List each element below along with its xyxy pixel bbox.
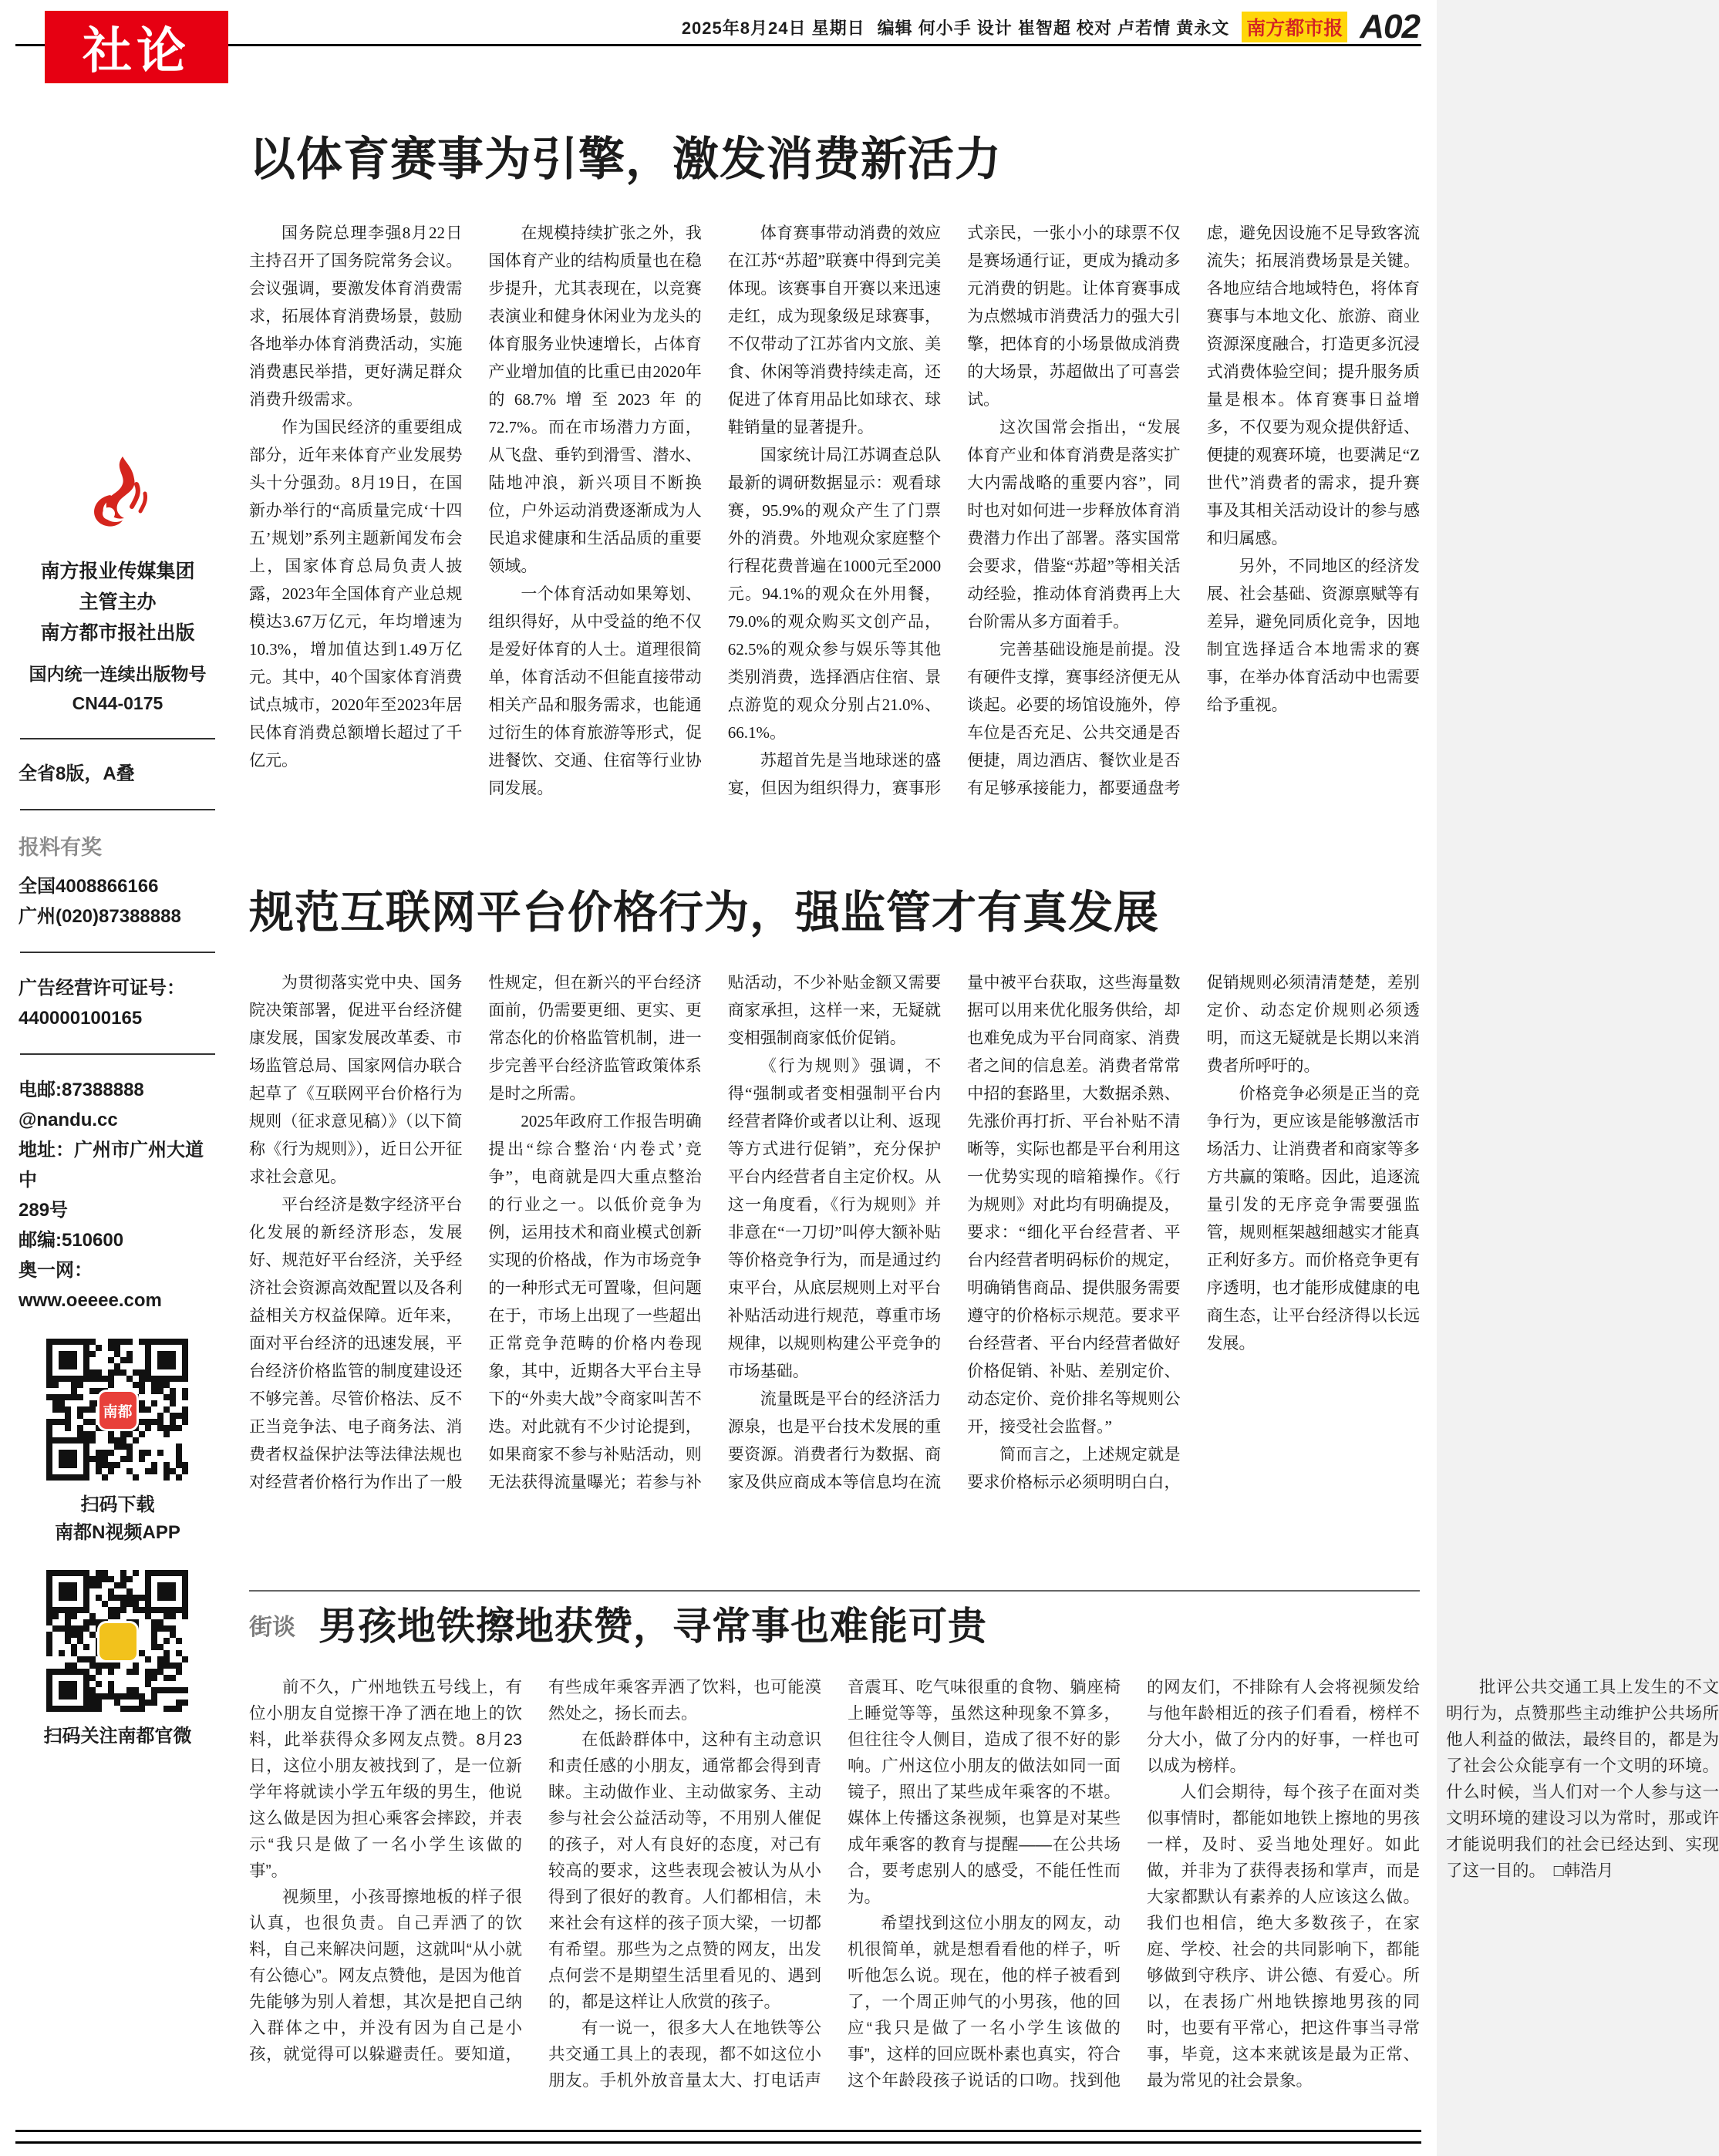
qr-weixin-block: [19, 1570, 217, 1750]
tipoff-title: 报料有奖: [19, 836, 102, 859]
article1-body: [249, 219, 1420, 853]
article2-paragraph: 流量既是平台的经济活力源泉，也是平台技术发展的重要资源。消费者行为数据、商家及供应商成本等信息均在流量中被平台获取，这些海量数据可以用来优化服务供给，却也难免成为平台同商家、消费者之间的信息差。消费者常常中招的套路里，大数据杀熟、先涨价再打折、平台补贴不清晰等，实际也都是平台利用这一优势实现的暗箱操作。《行为规则》对此均有明确提及，要求：“细化平台经营者、平台内经营者明码标价的规定，明确销售商品、提供服务需要遵守的价格标示规范。要求平台经营者、平台内经营者做好价格促销、补贴、差别定价、动态定价、竞价排名等规则公开，接受社会监督。”: [727, 972, 1181, 1491]
publisher-lines: [19, 556, 217, 648]
edition-date: 2025年8月24日 星期日: [681, 18, 865, 38]
qr-caption-line: 南都N视频APP: [55, 1522, 180, 1543]
nandu-app-logo: 南都: [97, 1390, 139, 1431]
article3-paragraph: 希望找到这位小朋友的网友，动机很简单，就是想看看他的样子，听听他怎么说。现在，他的样子被看到了，一个周正帅气的小男孩，他的回应“我只是做了一名小学生该做的事”，这样的回应既朴素也真实，符合这个年龄段孩子说话的口吻。找到他的网友们，不排除有人会将视频发给与他年龄相近的孩子们看看，榜样不分大小，做了分内的好事，一样也可以成为榜样。: [848, 1677, 1420, 2090]
article2-paragraph: 《行为规则》强调，不得“强制或者变相强制平台内经营者降价或者以让利、返现等方式进行促销”，充分保护平台内经营者自主定价权。从这一角度看，《行为规则》并非意在“一刀切”叫停大额补贴等价格竞争行为，而是通过约束平台，从底层规则上对平台补贴活动进行规范，尊重市场规律，以规则构建公平竞争的市场基础。: [727, 1056, 942, 1380]
issn-line: 国内统一连续出版物号: [29, 664, 207, 684]
sidebar-divider: [20, 809, 215, 810]
article2-paragraph: 平台经济是数字经济平台化发展的新经济形态，发展好、规范好平台经济，关乎经济社会资源高效配置以及各利益相关方权益保障。近年来，面对平台经济的迅速发展，平台经济价格监管的制度建设还不够完善。尽管价格法、反不正当竞争法、电子商务法、消费者权益保护法等法律法规也对经营者价格行为作出了一般性规定，但在新兴的平台经济面前，仍需要更细、更实、更常态化的价格监管机制，进一步完善平台经济监管政策体系是时之所需。: [249, 972, 702, 1491]
article2-paragraph: 2025年政府工作报告明确提出“综合整治‘内卷式’竞争”，电商就是四大重点整治的行业之一。以低价竞争为例，运用技术和商业模式创新实现的价格战，作为市场竞争的一种形式无可置喙，但问题在于，市场上出现了一些超出正常竞争范畴的价格内卷现象，其中，近期各大平台主导下的“外卖大战”令商家叫苦不迭。对此就有不少讨论提到，如果商家不参与补贴活动，则无法获得流量曝光；若参与补贴活动，不少补贴金额又需要商家承担，这样一来，无疑就变相强制商家低价促销。: [488, 972, 942, 1491]
contact-line: 289号: [19, 1200, 69, 1221]
masthead-logo: 南方都市报: [1242, 12, 1347, 42]
article1-paragraph: 一个体育活动如果筹划、组织得好，从中受益的绝不仅是爱好体育的人士。道理很简单，体育活动不但能直接带动相关产品和服务需求，也能通过衍生的体育旅游等形式，促进餐饮、交通、住宿等行业协同发展。: [488, 584, 702, 797]
main-articles: [228, 94, 1719, 2106]
column-label: 街谈: [249, 1614, 295, 1640]
article1-paragraph: 完善基础设施是前提。没有硬件支撑，赛事经济便无从谈起。必要的场馆设施外，停车位是否充足、公共交通是否便捷，周边酒店、餐饮业是否有足够承接能力，都要通盘考虑，避免因设施不足导致客流流失；拓展消费场景是关键。各地应结合地域特色，将体育赛事与本地文化、旅游、商业资源深度融合，打造更多沉浸式消费体验空间；提升服务质量是根本。体育赛事日益增多，不仅要为观众提供舒适、便捷的观赛环境，也要满足“Z世代”消费者的需求，提升赛事及其相关活动设计的参与感和归属感。: [967, 224, 1420, 797]
article1-paragraph: 国家统计局江苏调查总队最新的调研数据显示：观看球赛，95.9%的观众产生了门票外的消费。外地观众家庭整个行程花费普遍在1000元至2000元。94.1%的观众在外用餐，79.0%的观众购买文创产品，62.5%的观众参与娱乐等其他类别消费，选择酒店住宿、景点游览的观众分别占21.0%、66.1%。: [727, 446, 942, 742]
article3-paragraph: 在低龄群体中，这种有主动意识和责任感的小朋友，通常都会得到青睐。主动做作业、主动做家务、主动参与社会公益活动等，不用别人催促的孩子，对人有良好的态度，对己有较高的要求，这些表现会被认为从小得到了很好的教育。人们都相信，未来社会有这样的孩子顶大梁，一切都有希望。那些为之点赞的网友，出发点何尝不是期望生活里看见的、遇到的，都是这样让人欣赏的孩子。: [548, 1730, 821, 2011]
ad-license: [19, 973, 217, 1033]
ad-license-line: 440000100165: [19, 1008, 143, 1029]
article1-paragraph: 作为国民经济的重要组成部分，近年来体育产业发展势头十分强劲。8月19日，在国新办举行的“高质量完成‘十四五’规划”系列主题新闻发布会上，国家体育总局负责人披露，2023年全国体育产业总规模达3.67万亿元，年均增速为10.3%，增加值达到1.49万亿元。其中，40个国家体育消费试点城市，2020年至2023年居民体育消费总额增长超过了千亿元。: [249, 418, 463, 770]
article-platform-pricing: [249, 888, 1420, 1575]
article3-body: [249, 1674, 1719, 2106]
article2-paragraph: 为贯彻落实党中央、国务院决策部署，促进平台经济健康发展，国家发展改革委、市场监管总局、国家网信办联合起草了《互联网平台价格行为规则（征求意见稿）》（以下简称《行为规则》），近日公开征求社会意见。: [249, 972, 463, 1186]
contact-line: 邮编:510600: [19, 1230, 124, 1251]
qr-code-weixin: [46, 1570, 190, 1713]
article3-paragraph: 前不久，广州地铁五号线上，有位小朋友自觉擦干净了洒在地上的饮料，此举获得众多网友点赞。8月23日，这位小朋友被找到了，是一位新学年将就读小学五年级的男生，他说这么做是因为担心乘客会摔跤，并表示“我只是做了一名小学生该做的事”。: [249, 1677, 522, 1880]
article2-paragraph: 价格竞争必须是正当的竞争行为，更应该是能够激活市场活力、让消费者和商家等多方共赢的策略。因此，追逐流量引发的无序竞争需要强监管，规则框架越细越实才能真正利好多方。而价格竞争更有序透明，也才能形成健康的电商生态，让平台经济得以长远发展。: [1206, 1083, 1420, 1353]
publisher-line: 主管主办: [79, 591, 157, 613]
article2-body: [249, 969, 1420, 1575]
contact-line: 奥一网：: [19, 1260, 93, 1281]
page-content: [0, 94, 1719, 2106]
sidebar-divider: [20, 738, 215, 739]
article1-paragraph: 在规模持续扩张之外，我国体育产业的结构质量也在稳步提升，尤其表现在，以竞赛表演业和健身休闲业为龙头的体育服务业快速增长，占体育产业增加值的比重已由2020年的68.7%增至2023年的72.7%。而在市场潜力方面，从飞盘、垂钓到滑雪、潜水、陆地冲浪，新兴项目不断换位，户外运动消费逐渐成为人民追求健康和生活品质的重要领域。: [488, 224, 702, 575]
sidebar-divider: [20, 952, 215, 953]
page-header: [0, 0, 1437, 94]
tipoff-hotlines: [19, 871, 217, 931]
article1-paragraph: 另外，不同地区的经济发展、社会基础、资源禀赋等有差异，避免同质化竞争，因地制宜选择适合本地需求的赛事，在举办体育活动中也需要给予重视。: [1206, 557, 1420, 714]
edition-info: 全省8版，A叠: [19, 763, 135, 784]
article1-paragraph: 这次国常会指出，“发展体育产业和体育消费是落实扩大内需战略的重要内容”，同时也对如何进一步释放体育消费潜力作出了部署。落实国常会要求，借鉴“苏超”等相关活动经验，推动体育消费再上大台阶需从多方面着手。: [967, 418, 1181, 631]
issn-line: CN44-0175: [72, 693, 163, 713]
masthead-sidebar: [0, 94, 228, 1750]
article-separator: [249, 1590, 1420, 1592]
issn-lines: [19, 659, 217, 718]
qr-caption-line: 扫码下载: [80, 1494, 155, 1515]
article3-title: 男孩地铁擦地获赞，寻常事也难能可贵: [319, 1604, 987, 1648]
contact-line: www.oeeee.com: [19, 1290, 162, 1311]
article1-title: 以体育赛事为引擎，激发消费新活力: [249, 133, 1002, 185]
ad-license-line: 广告经营许可证号：: [19, 978, 185, 999]
article3-header: [249, 1605, 1420, 1648]
qr-weixin-caption: [19, 1723, 217, 1750]
qr-caption-line: 扫码关注南都官微: [43, 1726, 192, 1747]
article3-paragraph: 人们会期待，每个孩子在面对类似事情时，都能如地铁上擦地的男孩一样，及时、妥当地处理好。如此做，并非为了获得表扬和掌声，而是大家都默认有素养的人应该这么做。我们也相信，绝大多数孩子，在家庭、学校、社会的共同影响下，都能够做到守秩序、讲公德、有爱心。所以，在表扬广州地铁擦地男孩的同时，也要有平常心，把这件事当寻常事，毕竟，这本来就该是最为正常、最为常见的社会景象。: [1147, 1782, 1420, 2090]
article3-paragraph: 有一说一，很多大人在地铁等公共交通工具上的表现，都不如这位小朋友。手机外放音量太大、打电话声音震耳、吃气味很重的食物、躺座椅上睡觉等等，虽然这种现象不算多，但往往令人侧目，造成了很不好的影响。广州这位小朋友的做法如同一面镜子，照出了某些成年乘客的不堪。媒体上传播这条视频，也算是对某些成年乘客的教育与提醒——在公共场合，要考虑别人的感受，不能任性而为。: [548, 1677, 1121, 2090]
article1-paragraph: 苏超首先是当地球迷的盛宴，但因为组织得力，赛事形式亲民，一张小小的球票不仅是赛场通行证，更成为撬动多元消费的钥匙。让体育赛事成为点燃城市消费活力的强大引擎，把体育的小场景做成消费的大场景，苏超做出了可喜尝试。: [727, 224, 1181, 797]
article1-paragraph: 国务院总理李强8月22日主持召开了国务院常务会议。会议强调，要激发体育消费需求，拓展体育消费场景，鼓励各地举办体育消费活动，实施消费惠民举措，更好满足群众消费升级需求。: [249, 224, 463, 409]
article2-title: 规范互联网平台价格行为，强监管才有真发展: [249, 888, 1160, 938]
section-label: 社论: [45, 11, 228, 83]
qr-nvideo-caption: [19, 1491, 217, 1547]
contact-line: 地址：广州市广州大道中: [19, 1140, 204, 1191]
article3-paragraph: 批评公共交通工具上发生的不文明行为，点赞那些主动维护公共场所他人利益的做法，最终目的，都是为了社会公众能享有一个文明的环境。什么时候，当人们对一个人参与这一文明环境的建设习以为常时，那或许才能说明我们的社会已经达到、实现了这一目的。 □韩浩月: [1446, 1677, 1719, 1880]
nandu-weixin-logo: [97, 1621, 139, 1662]
publisher-line: 南方都市报社出版: [40, 622, 195, 644]
article-metro-boy: [249, 1604, 1719, 2106]
article1-paragraph: 体育赛事带动消费的效应在江苏“苏超”联赛中得到完美体现。该赛事自开赛以来迅速走红，成为现象级足球赛事，不仅带动了江苏省内文旅、美食、休闲等消费持续走高，还促进了体育用品比如球衣、球鞋销量的显著提升。: [727, 224, 942, 436]
sidebar-divider: [20, 1053, 215, 1055]
article-sports-consumption: [249, 134, 1420, 853]
article3-paragraph: 视频里，小孩哥擦地板的样子很认真，也很负责。自己弄洒了的饮料，自己来解决问题，这就叫“从小就有公德心”。网友点赞他，是因为他首先能够为别人着想，其次是把自己纳入群体之中，并没有因为自己是小孩，就觉得可以躲避责任。要知道，有些成年乘客弄洒了饮料，也可能漠然处之，扬长而去。: [249, 1677, 821, 2063]
header-meta: [682, 8, 1420, 46]
contact-line: @nandu.cc: [19, 1110, 118, 1130]
article2-paragraph: 简而言之，上述规定就是要求价格标示必须明明白白，促销规则必须清清楚楚，差别定价、动态定价规则必须透明，而这无疑就是长期以来消费者所呼吁的。: [967, 972, 1420, 1491]
qr-nvideo-block: [19, 1339, 217, 1547]
hotline-line: 全国4008866166: [19, 876, 159, 897]
qr-code-nvideo: [46, 1339, 190, 1482]
page-number: A02: [1360, 8, 1420, 45]
contact-line: 电邮:87388888: [19, 1080, 144, 1100]
contact-info: [19, 1075, 217, 1315]
page-bottom-rule: [15, 2130, 1421, 2144]
flame-logo-icon: [68, 455, 168, 536]
publisher-line: 南方报业传媒集团: [40, 561, 195, 582]
staff-credits: 编辑 何小手 设计 崔智超 校对 卢若情 黄永文: [877, 18, 1230, 38]
hotline-line: 广州(020)87388888: [19, 906, 181, 927]
